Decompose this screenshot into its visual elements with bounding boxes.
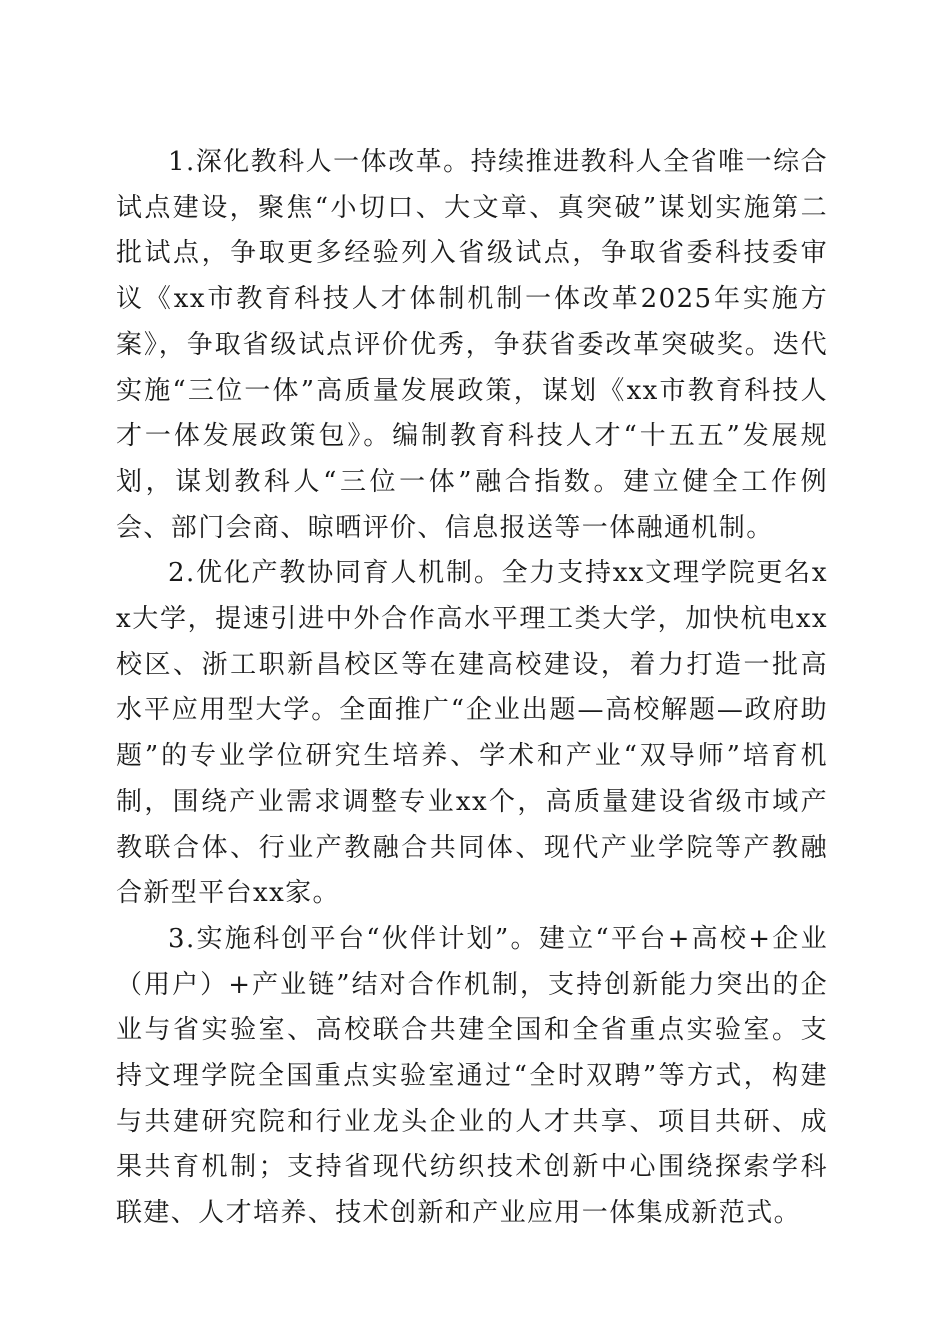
paragraph-3: 3.实施科创平台“伙伴计划”。建立“平台+高校+企业（用户）+产业链”结对合作机制，支持创新能力突出的企业与省实验室、高校联合共建全国和全省重点实验室。支持文理学院全国重点实验室通过“全时双聘”等方式，构建与共建研究院和行业龙头企业的人才共享、项目共研、成果共育机制；支持省现代纺织技术创新中心围绕探索学科联建、人才培养、技术创新和产业应用一体集成新范式。 [116,923,828,1229]
paragraph-2: 2.优化产教协同育人机制。全力支持xx文理学院更名xx大学，提速引进中外合作高水平理工类大学，加快杭电xx校区、浙工职新昌校区等在建高校建设，着力打造一批高水平应用型大学。全面推广“企业出题—高校解题—政府助题”的专业学位研究生培养、学术和产业“双导师”培育机制，围绕产业需求调整专业xx个，高质量建设省级市域产教联合体、行业产教融合共同体、现代产业学院等产教融合新型平台xx家。 [116,558,828,909]
paragraph-1: 1.深化教科人一体改革。持续推进教科人全省唯一综合试点建设，聚焦“小切口、大文章、真突破”谋划实施第二批试点，争取更多经验列入省级试点，争取省委科技委审议《xx市教育科技人才体制机制一体改革2025年实施方案》，争取省级试点评价优秀，争获省委改革突破奖。迭代实施“三位一体”高质量发展政策，谋划《xx市教育科技人才一体发展政策包》。编制教育科技人才“十五五”发展规划，谋划教科人“三位一体”融合指数。建立健全工作例会、部门会商、晾晒评价、信息报送等一体融通机制。 [116,147,828,543]
document-body [116,140,828,1237]
